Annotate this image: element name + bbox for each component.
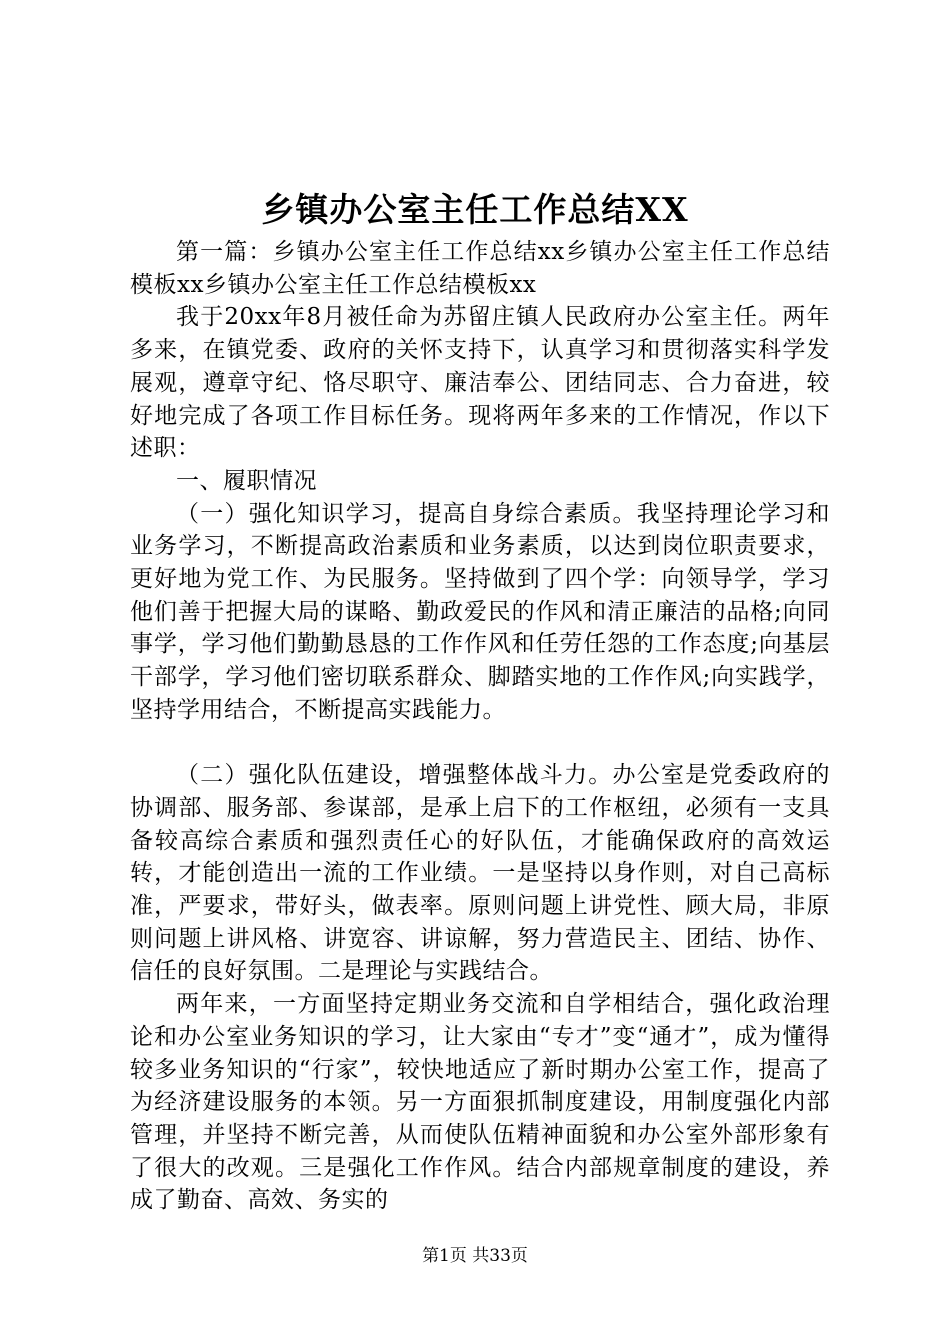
paragraph-first-section: 第一篇：乡镇办公室主任工作总结xx乡镇办公室主任工作总结模板xx乡镇办公室主任工作总结模板xx	[130, 239, 830, 298]
section-heading-duties: 一、履职情况	[176, 467, 317, 494]
paragraph-team-building: （二）强化队伍建设，增强整体战斗力。办公室是党委政府的协调部、服务部、参谋部，是承上启下的工作枢纽，必须有一支具备较高综合素质和强烈责任心的好队伍，才能确保政府的高效运转，才能创造出一流的工作业绩。一是坚持以身作则，对自己高标准，严要求，带好头，做表率。原则问题上讲党性、顾大局，非原则问题上讲风格、讲宽容、讲谅解，努力营造民主、团结、协作、信任的良好氛围。二是理论与实践结合。	[130, 762, 830, 985]
document-title: 乡镇办公室主任工作总结XX	[261, 190, 689, 229]
paragraph-intro: 我于20xx年8月被任命为苏留庄镇人民政府办公室主任。两年多来，在镇党委、政府的关怀支持下，认真学习和贯彻落实科学发展观，遵章守纪、恪尽职守、廉洁奉公、团结同志、合力奋进，较好地完成了各项工作目标任务。现将两年多来的工作情况，作以下述职：	[130, 304, 830, 462]
page-number: 第1页 共33页	[422, 1246, 528, 1266]
document-body	[130, 236, 830, 1217]
paragraph-knowledge-learning: （一）强化知识学习，提高自身综合素质。我坚持理论学习和业务学习，不断提高政治素质和业务素质，以达到岗位职责要求，更好地为党工作、为民服务。坚持做到了四个学：向领导学，学习他们善于把握大局的谋略、勤政爱民的作风和清正廉洁的品格;向同事学，学习他们勤勤恳恳的工作作风和任劳任怨的工作态度;向基层干部学，学习他们密切联系群众、脚踏实地的工作作风;向实践学，坚持学用结合，不断提高实践能力。	[130, 500, 830, 723]
paragraph-two-years: 两年来，一方面坚持定期业务交流和自学相结合，强化政治理论和办公室业务知识的学习，让大家由“专才”变“通才”，成为懂得较多业务知识的“行家”，较快地适应了新时期办公室工作，提高了为经济建设服务的本领。另一方面狠抓制度建设，用制度强化内部管理，并坚持不断完善，从而使队伍精神面貌和办公室外部形象有了很大的改观。三是强化工作作风。结合内部规章制度的建设，养成了勤奋、高效、务实的	[130, 991, 830, 1214]
